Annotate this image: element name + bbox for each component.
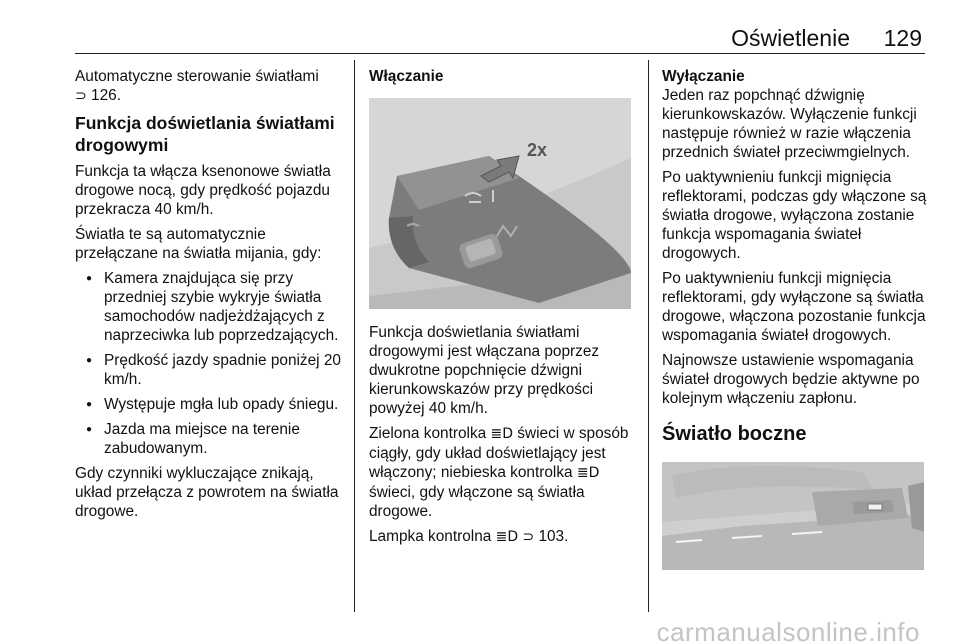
column-divider (648, 60, 649, 612)
turn-signal-lever-image (369, 98, 631, 309)
paragraph: Po uaktywnieniu funkcji mignięcia reflektorami, gdy wyłączone są światła drogowe, włączona pozostanie funkcja wspomagania świateł drogowych. (662, 270, 926, 344)
list-item: ● Występuje mgła lub opady śniegu. (75, 395, 347, 414)
list-item: ● Jazda ma miejsce na terenie zabudowanym. (75, 420, 347, 458)
column-2 (369, 67, 634, 553)
column-1 (75, 67, 347, 527)
condition-list (75, 269, 347, 458)
reference-page-link[interactable]: 126. (91, 87, 121, 104)
push-count-label: 2x (527, 140, 548, 160)
text-fragment: świeci w sposób ciągły, gdy układ doświetlający jest włączony; niebieska kontrolka (369, 425, 629, 481)
list-item: ● Kamera znajdująca się przy przedniej szybie wykryje światła samochodów nadjeżdżających z naprzeciwka lub poprzedzających. (75, 269, 347, 345)
reference-page-link[interactable]: 103. (538, 528, 569, 545)
text-fragment: Zielona kontrolka (369, 425, 487, 442)
paragraph (369, 424, 634, 521)
reference-arrow-icon: ⊃ (75, 88, 87, 104)
high-beam-icon: ≣D (576, 465, 600, 481)
section-heading: Światło boczne (662, 423, 807, 445)
reference-text: Automatyczne sterowanie światłami (75, 68, 319, 85)
high-beam-assist-icon: ≣D (495, 529, 519, 545)
header-rule (75, 53, 925, 54)
paragraph: Światła te są automatycznie przełączane na światła mijania, gdy: (75, 226, 322, 262)
reference-arrow-icon: ⊃ (522, 529, 535, 545)
side-light-image (662, 462, 924, 570)
side-light-illustration (662, 462, 924, 570)
column-3 (662, 67, 928, 570)
page-number: 129 (883, 25, 922, 51)
watermark: carmanualsonline.info (656, 617, 920, 642)
text-fragment: Lampka kontrolna (369, 528, 492, 545)
paragraph: Najnowsze ustawienie wspomagania świateł drogowych będzie aktywne po kolejnym włączeniu zapłonu. (662, 352, 920, 407)
page-title: Oświetlenie (731, 25, 850, 51)
text-fragment: świeci, gdy włączone są światła drogowe. (369, 484, 585, 520)
paragraph: Jeden raz popchnąć dźwignię kierunkowskazów. Wyłączenie funkcji następuje również w razie włączenia przednich świateł przeciwmgielnych. (662, 87, 917, 161)
paragraph: Po uaktywnieniu funkcji mignięcia reflektorami, podczas gdy włączone są światła drogowe, wyłączona zostanie funkcja wspomagania świateł drogowych. (662, 169, 927, 262)
cross-reference (75, 67, 347, 106)
paragraph (369, 527, 634, 547)
paragraph: Funkcja doświetlania światłami drogowymi jest włączana poprzez dwukrotne popchnięcie dźwigni kierunkowskazów przy prędkości powyżej 40 km/h. (369, 324, 600, 417)
lever-illustration (369, 98, 631, 309)
paragraph: Funkcja ta włącza ksenonowe światła drogowe nocą, gdy prędkość pojazdu przekracza 40 km/h. (75, 163, 331, 218)
subsection-heading: Wyłączanie (662, 68, 745, 85)
list-item: ● Prędkość jazdy spadnie poniżej 20 km/h. (75, 351, 347, 389)
section-heading: Funkcja doświetlania światłami drogowymi (75, 113, 335, 155)
paragraph: Gdy czynniki wykluczające znikają, układ przełącza z powrotem na światła drogowe. (75, 465, 339, 520)
column-divider (354, 60, 355, 612)
high-beam-assist-icon: ≣D (490, 426, 514, 442)
subsection-heading: Włączanie (369, 68, 444, 85)
